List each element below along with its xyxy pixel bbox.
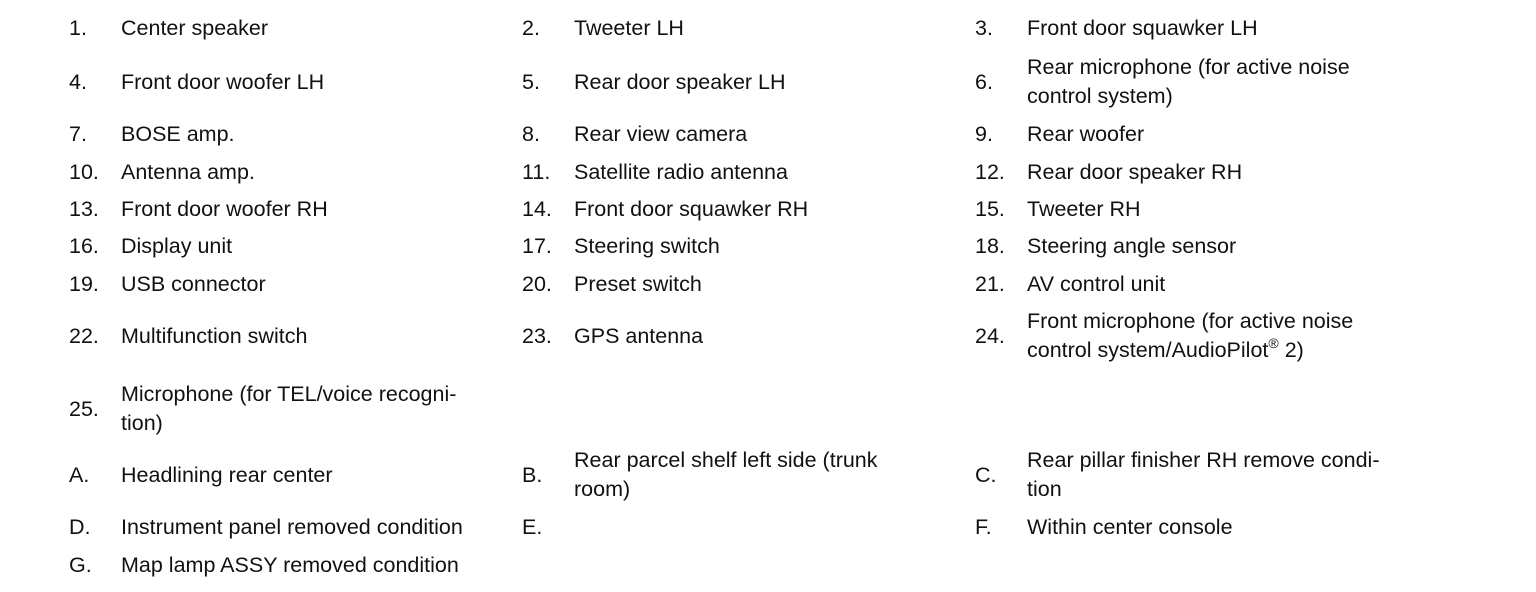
legend-item-number: E. <box>522 515 543 539</box>
legend-item-label <box>121 513 522 542</box>
legend-item <box>522 446 975 504</box>
legend-item-label <box>1027 446 1428 504</box>
legend-item-label <box>1027 53 1428 111</box>
legend-row <box>69 53 1428 111</box>
legend-item-label <box>574 68 975 97</box>
legend-item <box>975 158 1428 187</box>
legend-item <box>69 195 522 224</box>
legend-item-label <box>1027 195 1428 224</box>
legend-item-label <box>574 232 975 261</box>
legend-item-number: 11. <box>522 160 551 184</box>
legend-item-label-line: Rear door speaker LH <box>574 69 786 94</box>
legend-item-label <box>574 322 975 351</box>
legend-item-label <box>574 14 975 43</box>
legend-row <box>69 551 1428 580</box>
legend-item-label <box>121 551 522 580</box>
legend-item-number: 5. <box>522 69 540 94</box>
legend-item-label-line: USB connector <box>121 272 266 296</box>
legend-item <box>69 551 522 580</box>
legend-row <box>69 446 1428 504</box>
legend-item-label <box>121 120 522 149</box>
legend-item-label-line: Tweeter LH <box>574 16 684 40</box>
legend-item <box>69 14 522 43</box>
legend-item-label-line: Rear view camera <box>574 122 748 146</box>
label-text: control system) <box>1027 84 1173 108</box>
legend-item-number: 1. <box>69 16 87 40</box>
legend-item-number: 2. <box>522 16 540 40</box>
legend-item-label-line: Multifunction switch <box>121 323 308 348</box>
legend-item-label <box>1027 14 1428 43</box>
legend-item-number: G. <box>69 553 92 577</box>
legend-item <box>975 513 1428 542</box>
legend-item-label-line: Front door squawker LH <box>1027 16 1258 40</box>
legend-item <box>522 513 975 542</box>
label-text: tion) <box>121 411 163 435</box>
legend-item-label <box>1027 158 1428 187</box>
legend-item <box>975 120 1428 149</box>
legend-item <box>522 195 975 224</box>
legend-item-label-line: Rear woofer <box>1027 122 1145 146</box>
legend-item-label-line: Steering angle sensor <box>1027 234 1237 258</box>
legend-item-label-line: Within center console <box>1027 515 1233 539</box>
legend-item <box>522 14 975 43</box>
legend-item <box>975 232 1428 261</box>
registered-mark: ® <box>1268 335 1279 351</box>
legend-item-label-line: Microphone (for TEL/voice recogni- <box>121 382 457 406</box>
legend-item-label-line: Display unit <box>121 234 233 258</box>
label-text: tion <box>1027 477 1062 501</box>
label-text: 2) <box>1278 338 1304 362</box>
legend-item-number: 18. <box>975 234 1005 258</box>
legend-item-label-line: Rear microphone (for active noise <box>1027 55 1350 79</box>
legend-item-label <box>121 380 522 438</box>
legend-item-label-line <box>121 409 522 438</box>
legend-item-label-line: Front door woofer RH <box>121 197 328 221</box>
legend-item-number: 12. <box>975 160 1005 184</box>
legend-item-number: 15. <box>975 197 1005 221</box>
legend-item-label-line <box>574 475 975 504</box>
legend-item-number: 21. <box>975 272 1005 296</box>
legend-item-label-line: AV control unit <box>1027 272 1166 296</box>
legend-item-label <box>574 158 975 187</box>
legend-item-label-line: Antenna amp. <box>121 160 255 184</box>
legend-item-number: 13. <box>69 197 99 221</box>
legend-item <box>69 68 522 97</box>
legend-item-label-line: Front door woofer LH <box>121 69 325 94</box>
legend-row <box>69 307 1428 365</box>
legend-item <box>69 232 522 261</box>
legend-item <box>975 307 1428 365</box>
legend-item-number: 4. <box>69 69 87 94</box>
legend-item-label-line <box>1027 475 1428 504</box>
legend-item <box>69 322 522 351</box>
legend-item-label-line: Preset switch <box>574 272 702 296</box>
legend-item-label <box>1027 270 1428 299</box>
legend-item-number: 22. <box>69 323 99 348</box>
legend-item-label-line: Tweeter RH <box>1027 197 1141 221</box>
legend-item-number: 10. <box>69 160 99 184</box>
legend-item-number: D. <box>69 515 91 539</box>
legend-item-number: 19. <box>69 272 99 296</box>
label-text: control system/AudioPilot <box>1027 338 1269 362</box>
legend-row <box>69 120 1428 149</box>
legend-item-number: 14. <box>522 197 552 221</box>
legend-item-number: 20. <box>522 272 552 296</box>
legend-item-label-line: Headlining rear center <box>121 462 333 487</box>
legend-item <box>975 53 1428 111</box>
legend-item <box>69 380 522 438</box>
legend-item-label-line <box>1027 336 1428 365</box>
legend-item-label-line <box>1027 82 1428 111</box>
legend-item-number: F. <box>975 515 992 539</box>
legend-item-label-line: Rear door speaker RH <box>1027 160 1243 184</box>
legend-item <box>975 446 1428 504</box>
legend-item-label <box>1027 307 1428 365</box>
legend-row <box>69 14 1428 43</box>
legend-item-label-line: GPS antenna <box>574 323 704 348</box>
legend-item-number: B. <box>522 462 543 487</box>
legend-row <box>69 513 1428 542</box>
legend-item-number: 3. <box>975 16 993 40</box>
legend-row <box>69 232 1428 261</box>
legend-item-number: A. <box>69 462 90 487</box>
legend-item-label <box>121 195 522 224</box>
legend-item-number: 9. <box>975 122 993 146</box>
legend-item-number: C. <box>975 462 997 487</box>
legend-item-label <box>574 120 975 149</box>
legend-item <box>69 158 522 187</box>
legend-item-number: 7. <box>69 122 87 146</box>
legend-item-label-line: Front microphone (for active noise <box>1027 309 1354 333</box>
legend-item <box>69 461 522 490</box>
legend-item-label <box>574 195 975 224</box>
legend-item-label-line: Front door squawker RH <box>574 197 809 221</box>
legend-item-label <box>574 270 975 299</box>
legend-item <box>975 14 1428 43</box>
legend-row <box>69 195 1428 224</box>
legend-item-number: 24. <box>975 323 1005 348</box>
legend-item <box>69 513 522 542</box>
legend-item-label <box>1027 120 1428 149</box>
label-text: room) <box>574 477 631 501</box>
legend-item-label-line: Rear pillar finisher RH remove condi- <box>1027 448 1380 472</box>
legend-item-label <box>1027 513 1428 542</box>
legend-item-label-line: Center speaker <box>121 16 268 40</box>
legend-row <box>69 380 1428 438</box>
legend-item-label <box>121 461 522 490</box>
legend-item <box>975 195 1428 224</box>
legend-item-label-line: Steering switch <box>574 234 720 258</box>
legend-item <box>69 270 522 299</box>
legend-item-label-line: Rear parcel shelf left side (trunk <box>574 448 878 472</box>
legend-item <box>522 68 975 97</box>
legend-item-number: 23. <box>522 323 552 348</box>
legend-item-label-line: BOSE amp. <box>121 122 235 146</box>
legend-item-label <box>121 232 522 261</box>
legend-item-label <box>574 446 975 504</box>
legend-item <box>522 322 975 351</box>
legend-item-number: 8. <box>522 122 540 146</box>
legend-row <box>69 270 1428 299</box>
legend-item-number: 25. <box>69 396 99 421</box>
legend-item-label-line: Map lamp ASSY removed condition <box>121 553 459 577</box>
legend-item-number: 16. <box>69 234 99 258</box>
legend-item-label-line: Satellite radio antenna <box>574 160 788 184</box>
legend-item-label <box>121 322 522 351</box>
legend-item-label <box>1027 232 1428 261</box>
legend-item <box>522 158 975 187</box>
legend-item-number: 17. <box>522 234 552 258</box>
legend-item-label-line: Instrument panel removed condition <box>121 515 463 539</box>
legend-item <box>522 120 975 149</box>
legend-item-label <box>121 158 522 187</box>
legend-item-label <box>121 68 522 97</box>
legend-item-label <box>121 270 522 299</box>
legend-item-number: 6. <box>975 69 993 94</box>
legend-item-label <box>121 14 522 43</box>
legend-item <box>69 120 522 149</box>
legend-item <box>522 232 975 261</box>
legend-item <box>522 270 975 299</box>
legend-item <box>975 270 1428 299</box>
legend-row <box>69 158 1428 187</box>
